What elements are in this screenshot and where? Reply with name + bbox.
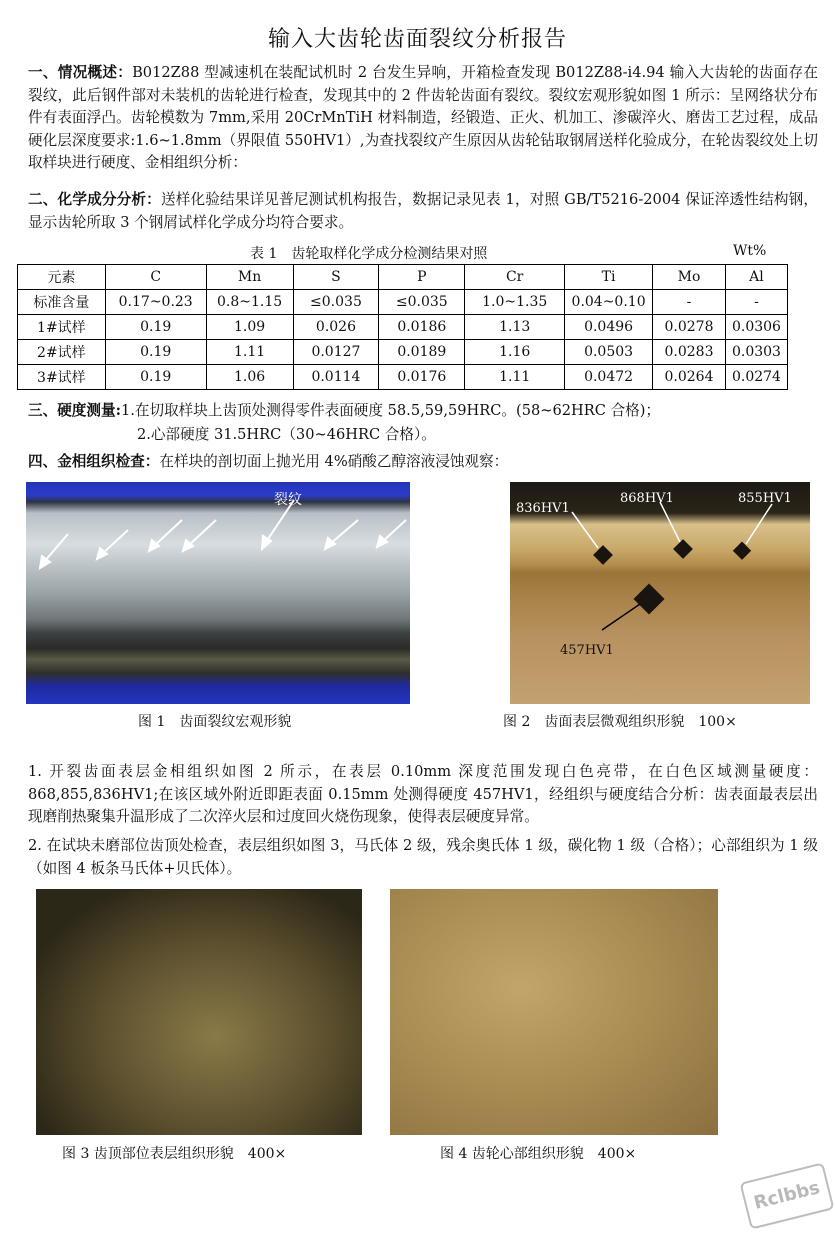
table-cell: 1.06 <box>206 365 293 390</box>
section-metallography-heading: 四、金相组织检查： <box>28 453 160 470</box>
table-cell: 0.0127 <box>293 340 379 365</box>
table-cell: 0.0472 <box>565 365 653 390</box>
table-cell: 2#试样 <box>18 340 106 365</box>
table-cell: 0.8~1.15 <box>206 290 293 315</box>
table-row <box>18 340 788 365</box>
table-cell: 0.17~0.23 <box>105 290 206 315</box>
table-header-cell: Mn <box>206 265 293 290</box>
section-overview-heading: 一、情况概述： <box>28 64 133 81</box>
table-cell: 0.0176 <box>379 365 465 390</box>
section-chemistry-body: 送样化验结果详见普尼测试机构报告，数据记录见表 1，对照 GB/T5216-2004 保证淬透性结构钢，显示齿轮所取 3 个钢屑试样化学成分均符合要求。 <box>28 191 818 231</box>
figure-3-surface-structure-photo <box>36 889 362 1135</box>
table-cell: 1.0~1.35 <box>465 290 565 315</box>
figure-1-crack-macro-photo <box>26 482 410 704</box>
table-header-cell: P <box>379 265 465 290</box>
figure-2-caption: 图 2 齿面表层微观组织形貌 100× <box>503 714 737 730</box>
table-cell: 1.13 <box>465 315 565 340</box>
watermark-logo: Rclbbs <box>739 1162 834 1229</box>
table-cell: 0.0283 <box>653 340 726 365</box>
chemistry-table <box>17 264 788 390</box>
table-header-cell: Cr <box>465 265 565 290</box>
table-header-cell: Mo <box>653 265 726 290</box>
table-cell: 0.0306 <box>725 315 787 340</box>
table-unit: Wt% <box>733 243 767 259</box>
table-header-cell: Al <box>725 265 787 290</box>
section-metallography <box>28 451 818 474</box>
figure-2-annotations <box>510 482 810 704</box>
section-chemistry-heading: 二、化学成分分析： <box>28 191 161 208</box>
report-title: 输入大齿轮齿面裂纹分析报告 <box>267 27 567 52</box>
table-cell: ≤0.035 <box>293 290 379 315</box>
table-cell: 0.0264 <box>653 365 726 390</box>
table-cell: 0.0496 <box>565 315 653 340</box>
table-cell: 标准含量 <box>18 290 106 315</box>
table-cell: 0.0303 <box>725 340 787 365</box>
table-cell: 0.0186 <box>379 315 465 340</box>
table-header-cell: Ti <box>565 265 653 290</box>
table-cell: 0.0274 <box>725 365 787 390</box>
table-header-row <box>18 265 788 290</box>
table-cell: - <box>725 290 787 315</box>
figure-2-label-855: 855HV1 <box>738 491 792 506</box>
section-hardness <box>28 400 818 423</box>
table-cell: 0.19 <box>105 365 206 390</box>
table-cell: 1.09 <box>206 315 293 340</box>
figure-4-caption: 图 4 齿轮心部组织形貌 400× <box>440 1146 637 1162</box>
table-cell: 0.19 <box>105 340 206 365</box>
table-header-cell: S <box>293 265 379 290</box>
section-hardness-line2: 2.心部硬度 31.5HRC（30~46HRC 合格）。 <box>137 426 436 443</box>
table-row <box>18 290 788 315</box>
table-cell: 3#试样 <box>18 365 106 390</box>
figure-1-annotations <box>26 482 410 704</box>
figure-4-core-structure-photo <box>390 889 718 1135</box>
figure-2-label-457: 457HV1 <box>560 643 614 658</box>
figure-2-micro-photo <box>510 482 810 704</box>
section-overview <box>28 62 818 175</box>
section-chemistry <box>28 189 818 234</box>
table-cell: 0.0503 <box>565 340 653 365</box>
table-header-cell: 元素 <box>18 265 106 290</box>
table-cell: ≤0.035 <box>379 290 465 315</box>
table-cell: 1.11 <box>465 365 565 390</box>
figure-3-caption: 图 3 齿顶部位表层组织形貌 400× <box>62 1146 287 1162</box>
table-cell: 1.16 <box>465 340 565 365</box>
figure-2-label-836: 836HV1 <box>516 501 570 516</box>
table-cell: - <box>653 290 726 315</box>
table-row <box>18 315 788 340</box>
table-cell: 0.026 <box>293 315 379 340</box>
table-row <box>18 365 788 390</box>
section-hardness-heading: 三、硬度测量: <box>28 402 121 419</box>
table-cell: 0.0278 <box>653 315 726 340</box>
table-cell: 1.11 <box>206 340 293 365</box>
figure-2-label-868: 868HV1 <box>620 491 674 506</box>
table-cell: 0.0189 <box>379 340 465 365</box>
figure-1-crack-label: 裂纹 <box>274 492 302 508</box>
section-metallography-body: 在样块的剖切面上抛光用 4%硝酸乙醇溶液浸蚀观察： <box>159 453 509 470</box>
section-overview-body: B012Z88 型减速机在装配试机时 2 台发生异响，开箱检查发现 B012Z88-i4.94 输入大齿轮的齿面存在裂纹，此后钢件部对未装机的齿轮进行检查，发现其中的 2 件齿轮齿面有裂纹。裂纹宏观形貌如图 1 所示：呈网络状分布件有表面浮凸。齿轮模数为 7mm,采用 20CrMnTiH 材料制造，经锻造、正火、机加工、渗碳淬火、磨齿工艺过程，成品硬化层深度要求:1.6~1.8mm（界限值 550HV1）,为查找裂纹产生原因从齿轮钻取钢屑送样化验成分，在轮齿裂纹处上切取样块进行硬度、金相组织分析： <box>28 64 818 171</box>
observation-1: 1. 开裂齿面表层金相组织如图 2 所示，在表层 0.10mm 深度范围发现白色亮带，在白色区域测量硬度：868,855,836HV1;在该区域外附近即距表面 0.15mm 处测得硬度 457HV1，经组织与硬度结合分析：齿表面最表层出现磨削热聚集升温形成了二次淬火层和过度回火烧伤现象，使得表层硬度异常。 <box>28 763 818 825</box>
observation-2: 2. 在试块未磨部位齿顶处检查，表层组织如图 3，马氏体 2 级，残余奥氏体 1 级，碳化物 1 级（合格）；心部组织为 1 级（如图 4 板条马氏体+贝氏体）。 <box>28 837 818 877</box>
table-cell: 0.04~0.10 <box>565 290 653 315</box>
table-caption: 表 1 齿轮取样化学成分检测结果对照 <box>250 246 488 262</box>
figure-1-caption: 图 1 齿面裂纹宏观形貌 <box>138 714 292 730</box>
table-cell: 0.19 <box>105 315 206 340</box>
table-cell: 0.0114 <box>293 365 379 390</box>
table-cell: 1#试样 <box>18 315 106 340</box>
section-hardness-line1: 1.在切取样块上齿顶处测得零件表面硬度 58.5,59,59HRC。(58~62HRC 合格)； <box>120 402 661 419</box>
table-header-cell: C <box>105 265 206 290</box>
